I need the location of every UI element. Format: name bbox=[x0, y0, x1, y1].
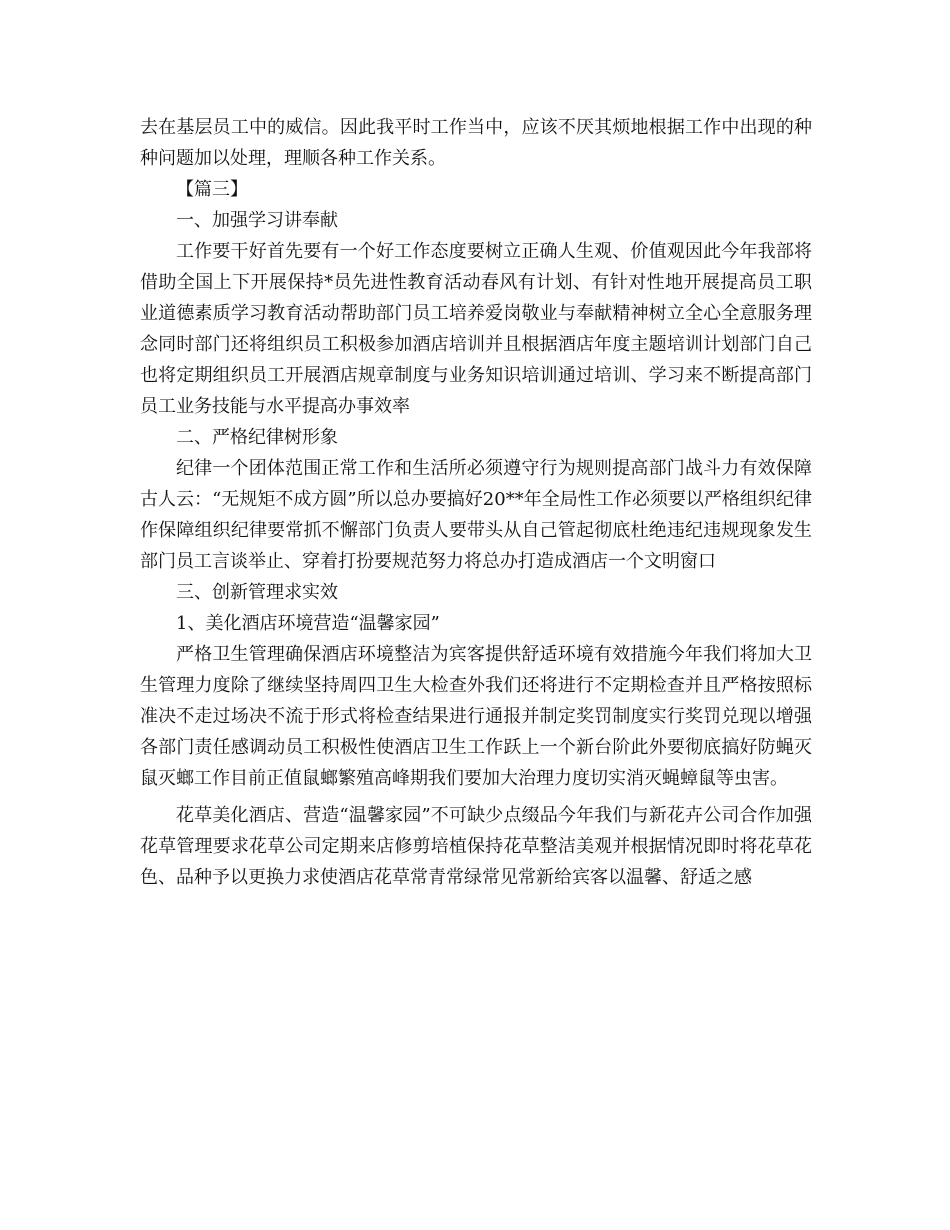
heading-study-dedication: 一、加强学习讲奉献 bbox=[176, 210, 338, 231]
paragraph-study-dedication: 工作要干好首先要有一个好工作态度要树立正确人生观、价值观因此今年我部将借助全国上下开展保持*员先进性教育活动春风有计划、有针对性地开展提高员工职业道德素质学习教育活动帮助部门员工培养爱岗敬业与奉献精神树立全心全意服务理念同时部门还将组织员工积极参加酒店培训并且根据酒店年度主题培训计划部门自己也将定期组织员工开展酒店规章制度与业务知识培训通过培训、学习来不断提高部门员工业务技能与水平提高办事效率 bbox=[140, 241, 812, 417]
paragraph-hygiene-management: 严格卫生管理确保酒店环境整洁为宾客提供舒适环境有效措施今年我们将加大卫生管理力度除了继续坚持周四卫生大检查外我们还将进行不定期检查并且严格按照标准决不走过场决不流于形式将检查结果进行通报并制定奖罚制度实行奖罚兑现以增强各部门责任感调动员工积极性使酒店卫生工作跃上一个新台阶此外要彻底搞好防蝇灭鼠灭螂工作目前正值鼠螂繁殖高峰期我们要加大治理力度切实消灭蝇蟑鼠等虫害。 bbox=[140, 644, 812, 789]
paragraph-discipline-image: 纪律一个团体范围正常工作和生活所必须遵守行为规则提高部门战斗力有效保障古人云：“无规矩不成方圆”所以总办要搞好20**年全局性工作必须要以严格组织纪律作保障组织纪律要常抓不懈部门负责人要带头从自己管起彻底杜绝违纪违规现象发生部门员工言谈举止、穿着打扮要规范努力将总办打造成酒店一个文明窗口 bbox=[140, 458, 812, 572]
subheading-beautify-hotel: 1、美化酒店环境营造“温馨家园” bbox=[176, 613, 440, 634]
paragraph-flower-beautification: 花草美化酒店、营造“温馨家园”不可缺少点缀品今年我们与新花卉公司合作加强花草管理要求花草公司定期来店修剪培植保持花草整洁美观并根据情况即时将花草花色、品种予以更换力求使酒店花草常青常绿常见常新给宾客以温馨、舒适之感 bbox=[140, 805, 812, 888]
heading-discipline-image: 二、严格纪律树形象 bbox=[176, 427, 338, 448]
paragraph-continuation: 去在基层员工中的威信。因此我平时工作当中，应该不厌其烦地根据工作中出现的种种问题加以处理，理顺各种工作关系。 bbox=[140, 117, 812, 169]
heading-innovative-management: 三、创新管理求实效 bbox=[176, 582, 338, 603]
section-title-part-three: 【篇三】 bbox=[176, 179, 248, 200]
document-body bbox=[140, 112, 812, 893]
